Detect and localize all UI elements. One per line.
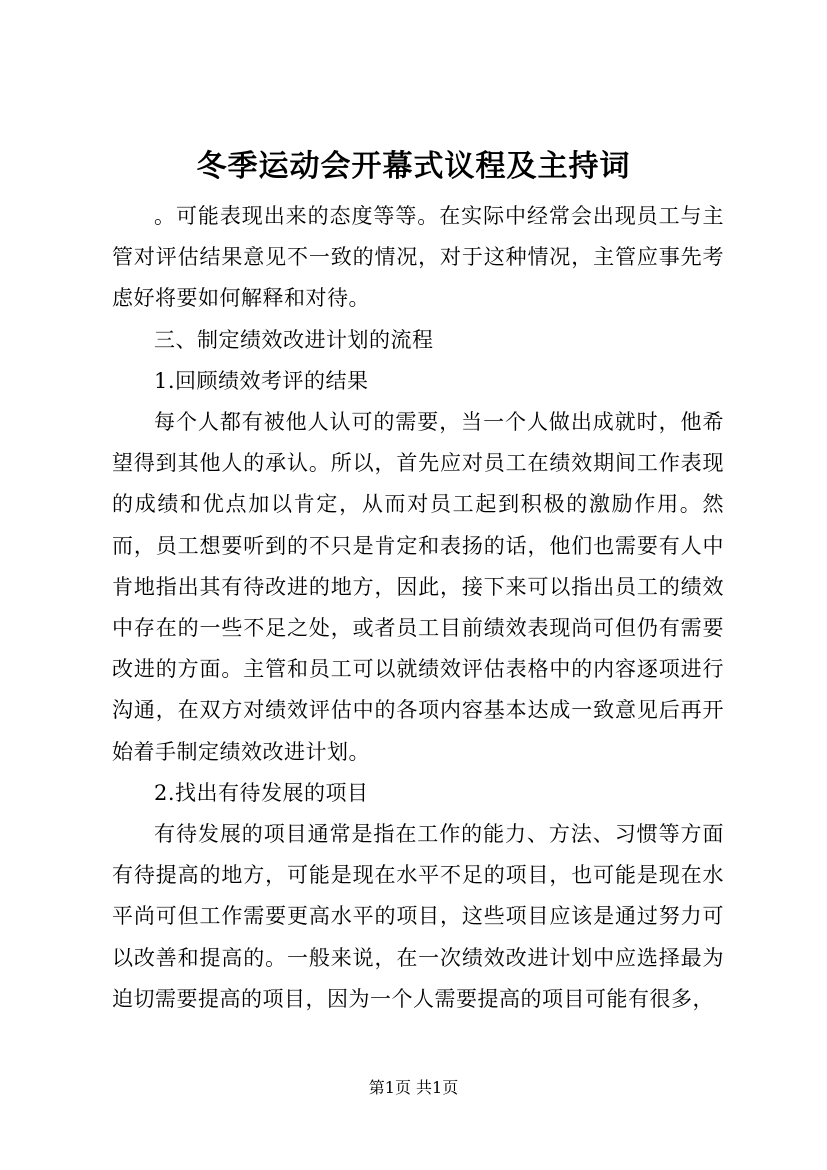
page-footer: 第1页 共1页 bbox=[368, 1078, 459, 1097]
paragraph-find-items: 有待发展的项目通常是指在工作的能力、方法、习惯等方面有待提高的地方，可能是现在水平不足的项目，也可能是现在水平尚可但工作需要更高水平的项目，这些项目应该是通过努力可以改善和提高的。一般来说，在一次绩效改进计划中应选择最为迫切需要提高的项目，因为一个人需要提高的项目可能有很多， bbox=[112, 822, 724, 1011]
section-heading-three: 三、制定绩效改进计划的流程 bbox=[154, 327, 434, 352]
paragraph-intro: 。可能表现出来的态度等等。在实际中经常会出现员工与主管对评估结果意见不一致的情况，对于这种情况，主管应事先考虑好将要如何解释和对待。 bbox=[112, 204, 724, 311]
document-title: 冬季运动会开幕式议程及主持词 bbox=[196, 149, 631, 184]
document-body bbox=[112, 196, 724, 1020]
paragraph-review-results: 每个人都有被他人认可的需要，当一个人做出成就时，他希望得到其他人的承认。所以，首先应对员工在绩效期间工作表现的成绩和优点加以肯定，从而对员工起到积极的激励作用。然而，员工想要听到的不只是肯定和表扬的话，他们也需要有人中肯地指出其有待改进的地方，因此，接下来可以指出员工的绩效中存在的一些不足之处，或者员工目前绩效表现尚可但仍有需要改进的方面。主管和员工可以就绩效评估表格中的内容逐项进行沟通，在双方对绩效评估中的各项内容基本达成一致意见后再开始着手制定绩效改进计划。 bbox=[112, 410, 724, 764]
subheading-find-items: 2.找出有待发展的项目 bbox=[154, 780, 369, 805]
subheading-review-results: 1.回顾绩效考评的结果 bbox=[154, 368, 369, 393]
